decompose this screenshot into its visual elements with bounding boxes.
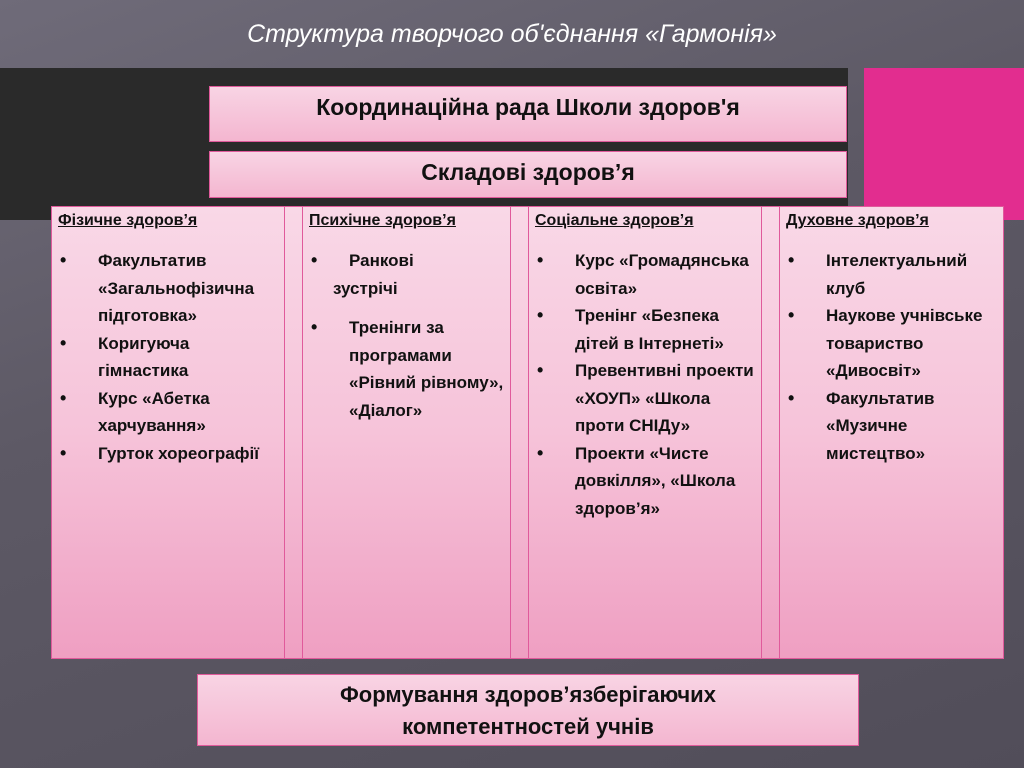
list-item: • Наукове учнівське товариство «Дивосвіт» <box>786 302 1003 385</box>
list-item: • Курс «Громадянська освіта» <box>535 247 761 302</box>
column-mental-health <box>303 207 510 658</box>
competencies-result-box <box>197 674 859 746</box>
list-item: • Курс «Абетка харчування» <box>58 385 284 440</box>
item-list <box>309 247 510 424</box>
list-item: • Тренінги за програмами «Рівний рівному», «Діалог» <box>309 314 510 424</box>
list-item: • Гурток хореографії <box>58 440 284 468</box>
column-separator <box>284 207 303 658</box>
list-item-first-line: • Ранкові <box>349 251 414 270</box>
list-item: • Факультатив «Загальнофізична підготовка» <box>58 247 284 330</box>
column-social-health <box>529 207 761 658</box>
column-heading: Фізичне здоров’я <box>58 212 198 229</box>
list-item: • Проекти «Чисте довкілля», «Школа здоров’я» <box>535 440 761 523</box>
coordination-council-box: Координаційна рада Школи здоров'я <box>209 86 847 142</box>
item-list <box>535 247 761 522</box>
column-physical-health <box>52 207 284 658</box>
list-item: • Інтелектуальний клуб <box>786 247 1003 302</box>
list-item: • Превентивні проекти «ХОУП» «Школа проти СНІДу» <box>535 357 761 440</box>
slide-title: Структура творчого об'єднання «Гармонія» <box>247 20 777 48</box>
item-list <box>58 247 284 467</box>
column-heading: Духовне здоров’я <box>786 212 929 229</box>
list-item: • Коригуюча гімнастика <box>58 330 284 385</box>
item-list <box>786 247 1003 467</box>
health-components-box: Складові здоров’я <box>209 151 847 198</box>
list-item: • Тренінг «Безпека дітей в Інтернеті» <box>535 302 761 357</box>
list-item: • Факультатив «Музичне мистецтво» <box>786 385 1003 468</box>
column-heading: Психічне здоров’я <box>309 212 456 229</box>
column-spiritual-health <box>780 207 1003 658</box>
result-line-2: компетентностей учнів <box>402 714 654 739</box>
health-components-table <box>51 206 1004 659</box>
magenta-accent-block <box>864 68 1024 220</box>
list-item <box>309 247 510 302</box>
column-separator <box>761 207 780 658</box>
list-item-second-line: зустрічі <box>333 278 398 298</box>
column-separator <box>510 207 529 658</box>
result-line-1: Формування здоров’язберігаючих <box>340 682 716 707</box>
column-heading: Соціальне здоров’я <box>535 212 694 229</box>
